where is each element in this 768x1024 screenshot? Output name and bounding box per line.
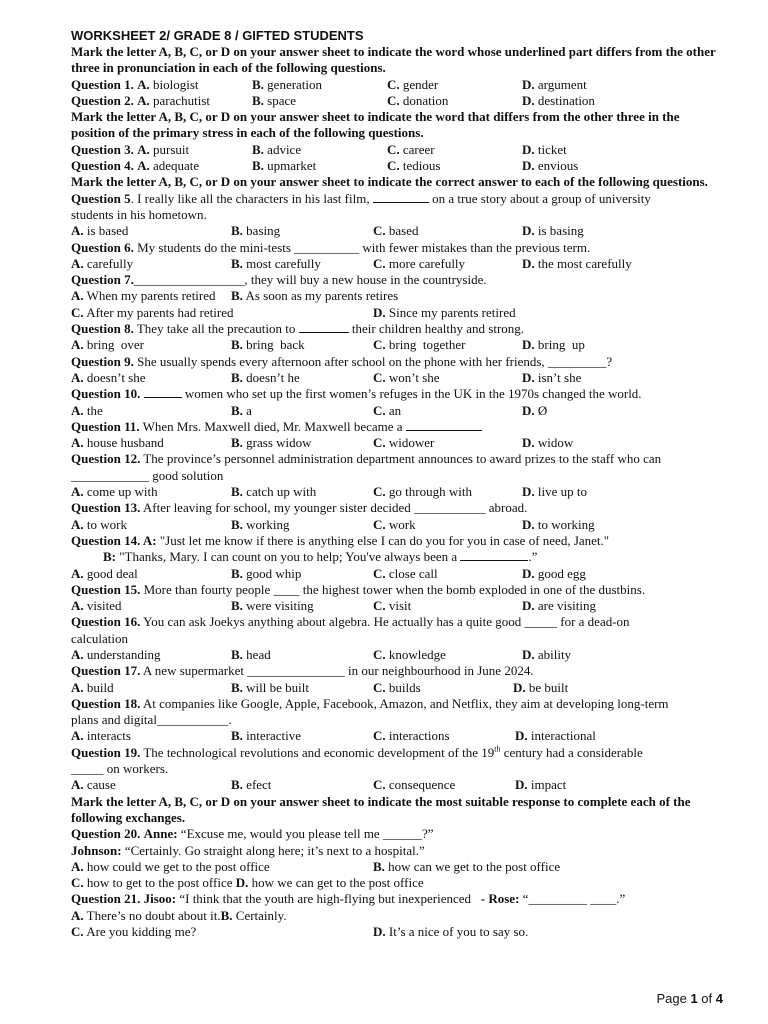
option-d: argument	[537, 76, 587, 92]
option-c: knowledge	[388, 646, 446, 662]
question-19-options	[71, 777, 721, 793]
option-letter: B.	[231, 337, 243, 353]
question-label: Question 4.	[71, 158, 134, 174]
question-label: Question 21.	[71, 891, 141, 907]
option-letter: B.	[231, 402, 243, 418]
option-letter: D.	[515, 777, 528, 793]
question-label: Question 3.	[71, 141, 134, 157]
question-8-options	[71, 337, 721, 353]
option-letter: A.	[71, 223, 84, 239]
question-label: Question 13.	[71, 500, 141, 516]
option-c: tedious	[402, 158, 441, 174]
option-c: how to get to the post office	[86, 875, 233, 891]
option-b: were visiting	[246, 598, 314, 614]
answer-blank	[299, 321, 349, 333]
option-a: When my parents retired	[86, 288, 216, 304]
option-letter: D.	[522, 337, 535, 353]
question-label: Question 20.	[71, 826, 141, 842]
option-letter: D.	[522, 402, 535, 418]
option-a: to work	[86, 516, 127, 532]
question-label: Question 12.	[71, 451, 141, 467]
option-letter: A.	[71, 402, 84, 418]
question-7-stem	[71, 272, 721, 288]
question-5-stem-cont: students in his hometown.	[71, 206, 207, 222]
option-letter: C.	[373, 369, 386, 385]
option-a: interacts	[86, 728, 131, 744]
question-1	[71, 77, 721, 93]
option-letter: D.	[515, 728, 528, 744]
option-letter: A.	[71, 907, 84, 923]
question-text: "Just let me know if there is anything else I can do you for you in case of need, Janet."	[159, 532, 610, 548]
worksheet-title: WORKSHEET 2/ GRADE 8 / GIFTED STUDENTS	[71, 28, 364, 43]
option-c: After my parents had retired	[86, 304, 234, 320]
option-letter: A.	[71, 679, 84, 695]
option-letter: B.	[220, 907, 233, 923]
option-a: cause	[86, 777, 116, 793]
option-letter: A.	[137, 76, 150, 92]
option-d: be built	[528, 679, 569, 695]
option-letter: C.	[71, 875, 84, 891]
option-b: good whip	[246, 565, 302, 581]
option-letter: B.	[231, 288, 243, 304]
option-letter: C.	[387, 141, 400, 157]
instruction-correct-answer: Mark the letter A, B, C, or D on your answer sheet to indicate the correct answer to each of the following questions.	[71, 174, 708, 190]
option-b: how can we get to the post office	[388, 858, 561, 874]
option-letter: D.	[373, 924, 386, 940]
option-letter: D.	[522, 565, 535, 581]
question-label: Question 11.	[71, 418, 140, 434]
question-text: their children healthy and strong.	[351, 321, 525, 337]
current-page: 1	[690, 991, 698, 1006]
option-letter: B.	[252, 76, 264, 92]
option-letter: B.	[231, 255, 243, 271]
option-letter: A.	[71, 516, 84, 532]
question-8-stem	[71, 321, 721, 337]
option-b: most carefully	[246, 255, 321, 271]
option-b: doesn’t he	[246, 369, 300, 385]
option-letter: D.	[522, 484, 535, 500]
question-15-stem	[71, 582, 721, 598]
option-letter: A.	[137, 92, 150, 108]
question-12-stem	[71, 451, 721, 467]
option-letter: C.	[373, 435, 386, 451]
option-c: gender	[402, 76, 439, 92]
option-c: bring together	[388, 337, 466, 353]
total-pages: 4	[715, 991, 723, 1006]
option-d: envious	[537, 158, 579, 174]
question-13-options	[71, 517, 721, 533]
option-a: visited	[86, 598, 122, 614]
option-b: generation	[267, 76, 323, 92]
question-label: Question 9.	[71, 353, 134, 369]
option-a: is based	[86, 223, 129, 239]
option-a: There’s no doubt about it.	[86, 907, 221, 923]
question-21-options-cd	[71, 924, 721, 940]
question-5-options	[71, 223, 721, 239]
option-c: more carefully	[388, 255, 466, 271]
question-text: At companies like Google, Apple, Facebook, Amazon, and Netflix, they aim at developing long-term	[142, 695, 669, 711]
question-label: Question 19.	[71, 744, 141, 760]
option-letter: A.	[71, 369, 84, 385]
option-c: go through with	[388, 484, 472, 500]
question-label: Question 16.	[71, 614, 141, 630]
question-16-options	[71, 647, 721, 663]
option-a: understanding	[86, 646, 161, 662]
option-letter: D.	[373, 304, 386, 320]
option-b: head	[246, 646, 271, 662]
question-text: women who set up the first women’s refuges in the UK in the 1970s changed the world.	[184, 386, 642, 402]
question-text: After leaving for school, my younger sister decided ___________ abroad.	[142, 500, 528, 516]
question-label: Question 2.	[71, 92, 134, 108]
option-a: doesn’t she	[86, 369, 146, 385]
option-letter: A.	[71, 288, 84, 304]
question-label: Question 7.	[71, 272, 134, 288]
option-letter: A.	[71, 337, 84, 353]
question-18-stem-cont: plans and digital___________.	[71, 712, 232, 728]
option-letter: C.	[373, 402, 386, 418]
speaker-label: Johnson:	[71, 842, 122, 858]
option-c: an	[388, 402, 402, 418]
option-letter: B.	[231, 646, 243, 662]
speaker-label: Jisoo:	[143, 891, 177, 907]
question-2	[71, 93, 721, 109]
option-d: good egg	[537, 565, 586, 581]
option-letter: B.	[252, 158, 264, 174]
option-letter: A.	[71, 484, 84, 500]
option-a: how could we get to the post office	[86, 858, 270, 874]
question-18-options	[71, 728, 721, 744]
option-letter: C.	[373, 565, 386, 581]
option-letter: B.	[231, 565, 243, 581]
option-a: come up with	[86, 484, 158, 500]
option-c: consequence	[388, 777, 456, 793]
question-text: “Certainly. Go straight along here; it’s next to a hospital.”	[124, 842, 425, 858]
question-text: You can ask Joekys anything about algebra. He actually has a quite good _____ for a dead-on	[143, 614, 630, 630]
option-letter: C.	[373, 777, 386, 793]
option-letter: C.	[373, 728, 386, 744]
question-text: They take all the precaution to	[136, 321, 296, 337]
question-9-options	[71, 370, 721, 386]
question-14-stem	[71, 533, 721, 549]
option-c: interactions	[388, 728, 450, 744]
question-7-options-cd	[71, 305, 721, 321]
option-c: visit	[388, 598, 412, 614]
option-letter: C.	[373, 337, 386, 353]
question-12-options	[71, 484, 721, 500]
page-of-label: of	[701, 991, 713, 1006]
option-d: live up to	[537, 484, 587, 500]
superscript: th	[494, 744, 501, 754]
question-4	[71, 158, 721, 174]
option-letter: B.	[373, 858, 385, 874]
question-text: "Thanks, Mary. I can count on you to help; You've always been a	[119, 549, 458, 565]
question-text: on a true story about a group of university	[432, 190, 651, 206]
question-text: My students do the mini-tests __________ with fewer mistakes than the previous term.	[137, 239, 591, 255]
question-21-options-ab	[71, 908, 721, 924]
option-c: Are you kidding me?	[86, 924, 197, 940]
option-letter: A.	[71, 728, 84, 744]
option-letter: C.	[373, 646, 386, 662]
option-d: impact	[530, 777, 567, 793]
option-d: interactional	[530, 728, 596, 744]
question-10-options	[71, 403, 721, 419]
question-label: Question 10.	[71, 386, 141, 402]
option-letter: D.	[522, 76, 535, 92]
option-d: bring up	[537, 337, 585, 353]
option-letter: B.	[231, 435, 243, 451]
option-letter: B.	[252, 92, 264, 108]
option-c: career	[402, 141, 435, 157]
option-c: widower	[388, 435, 435, 451]
option-a: adequate	[152, 158, 200, 174]
question-text: _________________, they will buy a new house in the countryside.	[133, 272, 487, 288]
option-a: parachutist	[152, 92, 211, 108]
question-17-stem	[71, 663, 721, 679]
question-label: Question 14. A:	[71, 532, 157, 548]
option-letter: C.	[373, 223, 386, 239]
option-b: Certainly.	[235, 907, 287, 923]
option-letter: A.	[71, 777, 84, 793]
option-c: won’t she	[388, 369, 440, 385]
instruction-response: Mark the letter A, B, C, or D on your answer sheet to indicate the most suitable response to complete each of the following exchanges.	[71, 793, 691, 825]
option-letter: D.	[522, 158, 535, 174]
question-text: .”	[528, 549, 538, 565]
option-letter: C.	[373, 484, 386, 500]
option-letter: C.	[373, 598, 386, 614]
option-letter: D.	[522, 255, 535, 271]
option-letter: D.	[522, 646, 535, 662]
option-letter: B.	[231, 679, 243, 695]
question-text: century had a considerable	[500, 744, 643, 760]
answer-blank	[460, 549, 528, 561]
option-d: destination	[537, 92, 595, 108]
option-letter: A.	[137, 158, 150, 174]
question-text: When Mrs. Maxwell died, Mr. Maxwell became a	[142, 418, 403, 434]
option-d: ticket	[537, 141, 567, 157]
question-12-stem-cont: ____________ good solution	[71, 467, 224, 483]
question-21-stem	[71, 891, 721, 907]
option-b: interactive	[246, 728, 302, 744]
option-b: basing	[246, 223, 281, 239]
option-b: will be built	[246, 679, 310, 695]
option-a: bring over	[86, 337, 144, 353]
question-16-stem	[71, 614, 721, 630]
option-letter: A.	[71, 255, 84, 271]
option-b: upmarket	[267, 158, 317, 174]
option-c: based	[388, 223, 419, 239]
question-text: The technological revolutions and economic development of the 19	[143, 744, 495, 760]
question-19-stem	[71, 745, 721, 761]
question-label: Question 8.	[71, 321, 134, 337]
question-18-stem	[71, 696, 721, 712]
question-label: Question 17.	[71, 663, 141, 679]
answer-blank	[406, 419, 482, 431]
question-text: “I think that the youth are high-flying but inexperienced	[179, 891, 472, 907]
option-letter: D.	[522, 598, 535, 614]
question-label: Question 15.	[71, 581, 141, 597]
speaker-label: Anne:	[143, 826, 178, 842]
question-20-options-cd	[71, 875, 721, 891]
option-a: carefully	[86, 255, 134, 271]
question-label: Question 5	[71, 190, 131, 206]
option-a: house husband	[86, 435, 164, 451]
option-a: biologist	[152, 76, 199, 92]
question-label: Question 6.	[71, 239, 134, 255]
answer-blank	[144, 386, 182, 398]
question-14-options	[71, 566, 721, 582]
option-d: It’s a nice of you to say so.	[388, 924, 529, 940]
question-text: A new supermarket _______________ in our neighbourhood in June 2024.	[142, 663, 534, 679]
option-letter: A.	[137, 141, 150, 157]
worksheet-content	[71, 27, 721, 940]
option-letter: B.	[231, 598, 243, 614]
question-20-options-ab	[71, 859, 721, 875]
question-20-stem	[71, 826, 721, 842]
question-16-stem-cont: calculation	[71, 630, 129, 646]
option-a: pursuit	[152, 141, 190, 157]
option-b: a	[246, 402, 252, 418]
option-letter: B.	[252, 141, 264, 157]
question-11-stem	[71, 419, 721, 435]
option-d: ability	[537, 646, 572, 662]
question-text: “Excuse me, would you please tell me ______?”	[180, 826, 434, 842]
option-letter: C.	[373, 679, 386, 695]
instruction-stress: Mark the letter A, B, C, or D on your answer sheet to indicate the word that differs from the other three in the position of the primary stress in each of the following questions.	[71, 109, 680, 141]
question-6-options	[71, 256, 721, 272]
option-letter: C.	[387, 92, 400, 108]
question-19-stem-cont: _____ on workers.	[71, 761, 169, 777]
option-letter: D.	[522, 435, 535, 451]
question-text: More than fourty people ____ the highest tower when the bomb exploded in one of the dustbins.	[143, 581, 646, 597]
option-letter: A.	[71, 565, 84, 581]
option-letter: C.	[387, 158, 400, 174]
option-d: how we can get to the post office	[251, 875, 424, 891]
option-letter: B.	[231, 484, 243, 500]
question-7-options-ab	[71, 288, 721, 304]
question-label: Question 18.	[71, 695, 141, 711]
option-d: the most carefully	[537, 255, 632, 271]
option-letter: B.	[231, 223, 243, 239]
option-a: good deal	[86, 565, 138, 581]
option-letter: C.	[71, 924, 84, 940]
option-letter: B.	[231, 777, 243, 793]
option-a: build	[86, 679, 114, 695]
question-17-options	[71, 680, 721, 696]
question-6-stem	[71, 240, 721, 256]
option-letter: D.	[522, 369, 535, 385]
option-b: catch up with	[246, 484, 317, 500]
question-text: . I really like all the characters in his last film,	[130, 190, 370, 206]
option-b: working	[246, 516, 290, 532]
option-letter: D.	[513, 679, 526, 695]
question-10-stem	[71, 386, 721, 402]
question-15-options	[71, 598, 721, 614]
option-letter: A.	[71, 646, 84, 662]
option-letter: C.	[71, 304, 84, 320]
question-text: She usually spends every afternoon after school on the phone with her friends, _________?	[137, 353, 613, 369]
option-d: are visiting	[537, 598, 597, 614]
option-d: isn’t she	[537, 369, 582, 385]
option-c: close call	[388, 565, 438, 581]
option-letter: D.	[522, 141, 535, 157]
option-letter: A.	[71, 858, 84, 874]
option-d: widow	[537, 435, 574, 451]
option-letter: A.	[71, 435, 84, 451]
instruction-pronunciation: Mark the letter A, B, C, or D on your answer sheet to indicate the word whose underlined part differs from the other three in pronunciation in each of the following questions.	[71, 44, 716, 76]
option-b: bring back	[246, 337, 305, 353]
answer-blank	[373, 191, 429, 203]
page-label: Page	[656, 991, 687, 1006]
option-letter: B.	[231, 516, 243, 532]
option-a: the	[86, 402, 103, 418]
question-text: The province’s personnel administration department announces to award prizes to the staff who can	[143, 451, 662, 467]
option-letter: B.	[231, 728, 243, 744]
option-b: As soon as my parents retires	[245, 288, 399, 304]
question-label: Question 1.	[71, 76, 134, 92]
option-letter: D.	[522, 92, 535, 108]
option-c: work	[388, 516, 416, 532]
option-d: Ø	[537, 402, 548, 418]
option-letter: C.	[373, 255, 386, 271]
question-11-options	[71, 435, 721, 451]
question-3	[71, 142, 721, 158]
question-13-stem	[71, 500, 721, 516]
option-letter: D.	[522, 516, 535, 532]
option-d: to working	[537, 516, 595, 532]
question-20-reply	[71, 843, 721, 859]
question-5-stem	[71, 191, 721, 207]
speaker-label: B:	[103, 549, 116, 565]
option-b: efect	[246, 777, 272, 793]
question-9-stem	[71, 354, 721, 370]
option-letter: B.	[231, 369, 243, 385]
option-c: builds	[388, 679, 421, 695]
question-text: “_________ ____.”	[522, 891, 626, 907]
option-letter: C.	[373, 516, 386, 532]
option-c: donation	[402, 92, 449, 108]
option-letter: D.	[522, 223, 535, 239]
option-letter: A.	[71, 598, 84, 614]
option-b: grass widow	[246, 435, 312, 451]
question-14-reply	[71, 549, 721, 565]
option-d: Since my parents retired	[388, 304, 516, 320]
speaker-label: - Rose:	[480, 891, 520, 907]
option-letter: D.	[235, 875, 249, 891]
option-letter: C.	[387, 76, 400, 92]
option-d: is basing	[537, 223, 584, 239]
page-number-footer	[656, 991, 723, 1006]
option-b: space	[267, 92, 297, 108]
option-b: advice	[267, 141, 302, 157]
